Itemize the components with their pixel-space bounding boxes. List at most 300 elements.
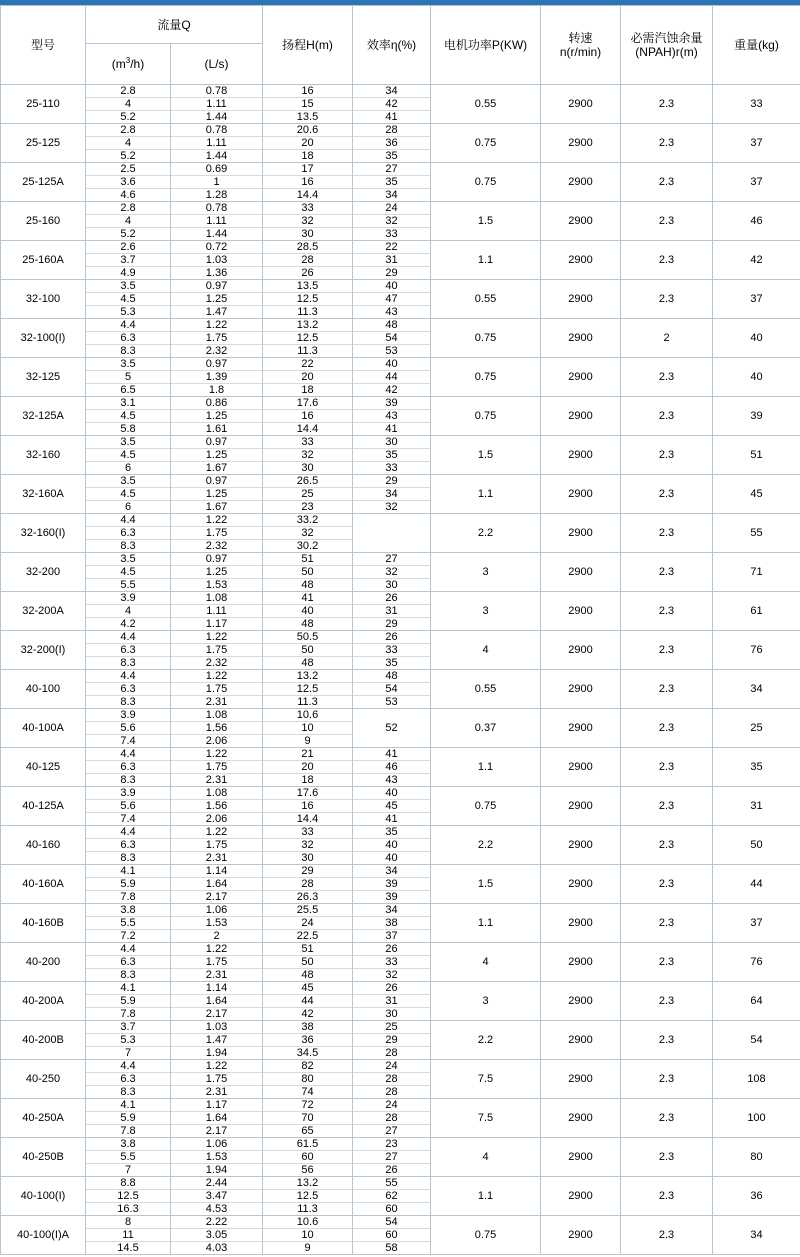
flow-m3h-cell: 4.1 (86, 865, 171, 878)
flow-m3h-cell: 14.5 (86, 1242, 171, 1255)
npsh-cell: 2.3 (621, 904, 713, 943)
power-cell: 4 (431, 631, 541, 670)
flow-ls-cell: 2.32 (171, 657, 263, 670)
flow-m3h-cell: 3.9 (86, 709, 171, 722)
power-cell: 1.1 (431, 904, 541, 943)
power-cell: 3 (431, 553, 541, 592)
flow-m3h-cell: 8 (86, 1216, 171, 1229)
flow-m3h-cell: 2.5 (86, 163, 171, 176)
flow-ls-cell: 1.44 (171, 111, 263, 124)
weight-cell: 51 (713, 436, 800, 475)
efficiency-cell: 39 (353, 891, 431, 904)
head-cell: 13.2 (263, 319, 353, 332)
power-cell: 0.55 (431, 85, 541, 124)
head-cell: 12.5 (263, 683, 353, 696)
header-npsh-line2: (NPAH)r(m) (635, 45, 698, 59)
flow-m3h-cell: 6.3 (86, 683, 171, 696)
table-row (1, 514, 800, 527)
flow-ls-cell: 1.8 (171, 384, 263, 397)
header-npsh (621, 6, 713, 85)
weight-cell: 35 (713, 748, 800, 787)
model-cell: 32-100(I) (1, 319, 86, 358)
header-npsh-line1: 必需汽蚀余量 (630, 31, 703, 45)
flow-ls-cell: 1.22 (171, 319, 263, 332)
flow-ls-cell: 1.22 (171, 670, 263, 683)
head-cell: 65 (263, 1125, 353, 1138)
flow-m3h-cell: 8.3 (86, 969, 171, 982)
speed-cell: 2900 (541, 982, 621, 1021)
weight-cell: 36 (713, 1177, 800, 1216)
speed-cell: 2900 (541, 1060, 621, 1099)
flow-ls-cell: 1.11 (171, 215, 263, 228)
head-cell: 16 (263, 85, 353, 98)
flow-ls-cell: 1.25 (171, 449, 263, 462)
npsh-cell: 2.3 (621, 85, 713, 124)
power-cell: 0.37 (431, 709, 541, 748)
flow-m3h-cell: 11 (86, 1229, 171, 1242)
table-row (1, 1060, 800, 1073)
head-cell: 14.4 (263, 813, 353, 826)
head-cell: 38 (263, 1021, 353, 1034)
weight-cell: 37 (713, 163, 800, 202)
table-row (1, 1138, 800, 1151)
power-cell: 7.5 (431, 1060, 541, 1099)
efficiency-cell: 28 (353, 1086, 431, 1099)
head-cell: 22.5 (263, 930, 353, 943)
efficiency-cell: 40 (353, 280, 431, 293)
flow-ls-cell: 1.75 (171, 761, 263, 774)
flow-ls-cell: 1.75 (171, 683, 263, 696)
table-row (1, 592, 800, 605)
table-row (1, 787, 800, 800)
flow-ls-cell: 1 (171, 176, 263, 189)
flow-ls-cell: 2.31 (171, 774, 263, 787)
flow-m3h-cell: 5.6 (86, 800, 171, 813)
efficiency-cell: 24 (353, 202, 431, 215)
power-cell: 0.75 (431, 358, 541, 397)
flow-ls-cell: 2.06 (171, 735, 263, 748)
flow-m3h-cell: 4 (86, 137, 171, 150)
efficiency-cell: 22 (353, 241, 431, 254)
head-cell: 11.3 (263, 696, 353, 709)
model-cell: 40-100A (1, 709, 86, 748)
efficiency-cell: 34 (353, 488, 431, 501)
efficiency-cell: 45 (353, 800, 431, 813)
flow-m3h-cell: 4.4 (86, 943, 171, 956)
head-cell: 32 (263, 215, 353, 228)
flow-m3h-cell: 3.9 (86, 787, 171, 800)
model-cell: 40-160 (1, 826, 86, 865)
head-cell: 32 (263, 449, 353, 462)
speed-cell: 2900 (541, 1138, 621, 1177)
weight-cell: 76 (713, 631, 800, 670)
efficiency-cell: 36 (353, 137, 431, 150)
power-cell: 0.55 (431, 280, 541, 319)
speed-cell: 2900 (541, 826, 621, 865)
power-cell: 3 (431, 982, 541, 1021)
table-row (1, 1216, 800, 1229)
table-row (1, 982, 800, 995)
header-flow: 流量Q (86, 6, 263, 44)
head-cell: 30 (263, 852, 353, 865)
head-cell: 12.5 (263, 1190, 353, 1203)
speed-cell: 2900 (541, 475, 621, 514)
efficiency-cell: 40 (353, 839, 431, 852)
flow-ls-cell: 1.94 (171, 1164, 263, 1177)
npsh-cell: 2.3 (621, 1177, 713, 1216)
flow-m3h-cell: 6.3 (86, 1073, 171, 1086)
efficiency-cell: 26 (353, 943, 431, 956)
efficiency-cell: 35 (353, 176, 431, 189)
flow-ls-cell: 2.17 (171, 1125, 263, 1138)
speed-cell: 2900 (541, 280, 621, 319)
speed-cell: 2900 (541, 124, 621, 163)
flow-m3h-cell: 5.9 (86, 995, 171, 1008)
flow-ls-cell: 1.75 (171, 956, 263, 969)
power-cell: 2.2 (431, 514, 541, 553)
head-cell: 9 (263, 1242, 353, 1255)
head-cell: 20 (263, 137, 353, 150)
head-cell: 18 (263, 384, 353, 397)
flow-ls-cell: 1.06 (171, 1138, 263, 1151)
speed-cell: 2900 (541, 241, 621, 280)
flow-ls-cell: 1.47 (171, 306, 263, 319)
table-row (1, 826, 800, 839)
head-cell: 18 (263, 150, 353, 163)
speed-cell: 2900 (541, 319, 621, 358)
npsh-cell: 2.3 (621, 592, 713, 631)
flow-ls-cell: 1.25 (171, 410, 263, 423)
flow-m3h-cell: 7 (86, 1164, 171, 1177)
flow-m3h-cell: 8.3 (86, 540, 171, 553)
efficiency-cell: 60 (353, 1229, 431, 1242)
head-cell: 50 (263, 566, 353, 579)
head-cell: 30 (263, 462, 353, 475)
flow-m3h-cell: 5 (86, 371, 171, 384)
table-row (1, 202, 800, 215)
flow-m3h-cell: 6.5 (86, 384, 171, 397)
flow-m3h-cell: 6 (86, 501, 171, 514)
head-cell: 20.6 (263, 124, 353, 137)
power-cell: 0.55 (431, 670, 541, 709)
power-cell: 1.5 (431, 436, 541, 475)
flow-m3h-cell: 4.4 (86, 826, 171, 839)
efficiency-cell: 23 (353, 1138, 431, 1151)
efficiency-cell: 62 (353, 1190, 431, 1203)
flow-ls-cell: 1.08 (171, 592, 263, 605)
head-cell: 48 (263, 579, 353, 592)
head-cell: 82 (263, 1060, 353, 1073)
head-cell: 32 (263, 527, 353, 540)
weight-cell: 64 (713, 982, 800, 1021)
model-cell: 40-100(I)A (1, 1216, 86, 1255)
flow-m3h-cell: 5.6 (86, 722, 171, 735)
weight-cell: 76 (713, 943, 800, 982)
model-cell: 32-160(I) (1, 514, 86, 553)
flow-ls-cell: 4.53 (171, 1203, 263, 1216)
efficiency-cell: 47 (353, 293, 431, 306)
flow-ls-cell: 1.14 (171, 982, 263, 995)
head-cell: 11.3 (263, 306, 353, 319)
efficiency-cell: 39 (353, 878, 431, 891)
head-cell: 48 (263, 618, 353, 631)
power-cell: 0.75 (431, 1216, 541, 1255)
flow-m3h-cell: 3.9 (86, 592, 171, 605)
head-cell: 13.2 (263, 670, 353, 683)
head-cell: 40 (263, 605, 353, 618)
flow-m3h-cell: 3.1 (86, 397, 171, 410)
power-cell: 0.75 (431, 787, 541, 826)
flow-m3h-cell: 5.2 (86, 228, 171, 241)
weight-cell: 39 (713, 397, 800, 436)
model-cell: 40-200 (1, 943, 86, 982)
header-efficiency: 效率η(%) (353, 6, 431, 85)
efficiency-cell: 24 (353, 1060, 431, 1073)
weight-cell: 45 (713, 475, 800, 514)
npsh-cell: 2.3 (621, 1138, 713, 1177)
model-cell: 40-200B (1, 1021, 86, 1060)
flow-m3h-cell: 4.4 (86, 1060, 171, 1073)
speed-cell: 2900 (541, 553, 621, 592)
table-header (1, 6, 800, 85)
model-cell: 25-160 (1, 202, 86, 241)
power-cell: 4 (431, 1138, 541, 1177)
npsh-cell: 2.3 (621, 787, 713, 826)
speed-cell: 2900 (541, 397, 621, 436)
model-cell: 25-110 (1, 85, 86, 124)
efficiency-cell: 41 (353, 111, 431, 124)
table-row (1, 319, 800, 332)
flow-ls-cell: 1.25 (171, 488, 263, 501)
flow-ls-cell: 1.44 (171, 150, 263, 163)
flow-ls-cell: 1.25 (171, 566, 263, 579)
efficiency-cell: 32 (353, 969, 431, 982)
flow-m3h-cell: 7.8 (86, 891, 171, 904)
head-cell: 33 (263, 202, 353, 215)
weight-cell: 37 (713, 280, 800, 319)
flow-m3h-cell: 6 (86, 462, 171, 475)
head-cell: 50 (263, 644, 353, 657)
flow-ls-cell: 0.69 (171, 163, 263, 176)
table-row (1, 163, 800, 176)
efficiency-cell: 26 (353, 1164, 431, 1177)
flow-m3h-cell: 5.5 (86, 579, 171, 592)
pump-table-body (1, 85, 800, 1255)
flow-ls-cell: 0.97 (171, 553, 263, 566)
weight-cell: 54 (713, 1021, 800, 1060)
efficiency-cell: 55 (353, 1177, 431, 1190)
table-row (1, 553, 800, 566)
efficiency-cell: 35 (353, 657, 431, 670)
flow-ls-cell: 1.28 (171, 189, 263, 202)
flow-ls-cell: 1.67 (171, 501, 263, 514)
model-cell: 32-100 (1, 280, 86, 319)
flow-m3h-cell: 8.8 (86, 1177, 171, 1190)
head-cell: 25.5 (263, 904, 353, 917)
flow-ls-cell: 1.53 (171, 579, 263, 592)
flow-ls-cell: 2.31 (171, 696, 263, 709)
efficiency-cell: 43 (353, 774, 431, 787)
efficiency-cell: 31 (353, 254, 431, 267)
efficiency-cell: 34 (353, 865, 431, 878)
header-power: 电机功率P(KW) (431, 6, 541, 85)
head-cell: 50.5 (263, 631, 353, 644)
head-cell: 25 (263, 488, 353, 501)
flow-ls-cell: 1.61 (171, 423, 263, 436)
table-row (1, 709, 800, 722)
header-weight: 重量(kg) (713, 6, 800, 85)
flow-ls-cell: 2 (171, 930, 263, 943)
flow-m3h-cell: 6.3 (86, 761, 171, 774)
power-cell: 0.75 (431, 319, 541, 358)
head-cell: 10.6 (263, 709, 353, 722)
model-cell: 40-100(I) (1, 1177, 86, 1216)
efficiency-cell: 48 (353, 670, 431, 683)
speed-cell: 2900 (541, 631, 621, 670)
head-cell: 20 (263, 761, 353, 774)
head-cell: 17.6 (263, 787, 353, 800)
head-cell: 13.2 (263, 1177, 353, 1190)
weight-cell: 46 (713, 202, 800, 241)
efficiency-cell: 27 (353, 1151, 431, 1164)
efficiency-cell: 29 (353, 475, 431, 488)
head-cell: 70 (263, 1112, 353, 1125)
weight-cell: 44 (713, 865, 800, 904)
efficiency-cell: 42 (353, 384, 431, 397)
weight-cell: 100 (713, 1099, 800, 1138)
speed-cell: 2900 (541, 592, 621, 631)
model-cell: 40-250A (1, 1099, 86, 1138)
flow-ls-cell: 1.03 (171, 1021, 263, 1034)
flow-ls-cell: 0.97 (171, 436, 263, 449)
head-cell: 80 (263, 1073, 353, 1086)
flow-m3h-cell: 3.5 (86, 280, 171, 293)
model-cell: 40-160A (1, 865, 86, 904)
head-cell: 32 (263, 839, 353, 852)
flow-ls-cell: 0.78 (171, 202, 263, 215)
model-cell: 40-200A (1, 982, 86, 1021)
flow-ls-cell: 2.17 (171, 891, 263, 904)
npsh-cell: 2.3 (621, 202, 713, 241)
flow-m3h-cell: 4.5 (86, 488, 171, 501)
table-row (1, 943, 800, 956)
efficiency-cell: 54 (353, 1216, 431, 1229)
head-cell: 10.6 (263, 1216, 353, 1229)
table-row (1, 397, 800, 410)
efficiency-cell: 53 (353, 345, 431, 358)
flow-ls-cell: 1.94 (171, 1047, 263, 1060)
weight-cell: 71 (713, 553, 800, 592)
efficiency-cell: 34 (353, 85, 431, 98)
head-cell: 24 (263, 917, 353, 930)
weight-cell: 33 (713, 85, 800, 124)
table-row (1, 748, 800, 761)
efficiency-cell (353, 514, 431, 553)
npsh-cell: 2.3 (621, 1216, 713, 1255)
flow-m3h-cell: 4.2 (86, 618, 171, 631)
flow-ls-cell: 1.03 (171, 254, 263, 267)
efficiency-cell: 35 (353, 826, 431, 839)
head-cell: 13.5 (263, 280, 353, 293)
header-flow-m3h: $(m^3/h)$ (86, 44, 171, 85)
efficiency-cell: 28 (353, 1073, 431, 1086)
efficiency-cell: 41 (353, 748, 431, 761)
header-speed (541, 6, 621, 85)
head-cell: 14.4 (263, 189, 353, 202)
flow-ls-cell: 1.22 (171, 631, 263, 644)
speed-cell: 2900 (541, 709, 621, 748)
power-cell: 1.5 (431, 865, 541, 904)
efficiency-cell: 27 (353, 1125, 431, 1138)
flow-ls-cell: 1.64 (171, 995, 263, 1008)
flow-ls-cell: 1.56 (171, 800, 263, 813)
table-row (1, 475, 800, 488)
head-cell: 11.3 (263, 345, 353, 358)
flow-m3h-cell: 4.4 (86, 319, 171, 332)
head-cell: 17.6 (263, 397, 353, 410)
flow-ls-cell: 0.78 (171, 85, 263, 98)
head-cell: 34.5 (263, 1047, 353, 1060)
efficiency-cell: 29 (353, 1034, 431, 1047)
model-cell: 40-250 (1, 1060, 86, 1099)
efficiency-cell: 33 (353, 644, 431, 657)
efficiency-cell: 31 (353, 995, 431, 1008)
model-cell: 25-125 (1, 124, 86, 163)
flow-m3h-cell: 5.3 (86, 1034, 171, 1047)
npsh-cell: 2.3 (621, 982, 713, 1021)
flow-ls-cell: 0.97 (171, 280, 263, 293)
head-cell: 60 (263, 1151, 353, 1164)
head-cell: 33 (263, 826, 353, 839)
flow-ls-cell: 1.22 (171, 943, 263, 956)
flow-m3h-cell: 3.5 (86, 358, 171, 371)
head-cell: 56 (263, 1164, 353, 1177)
flow-ls-cell: 1.08 (171, 787, 263, 800)
flow-ls-cell: 4.03 (171, 1242, 263, 1255)
model-cell: 32-200 (1, 553, 86, 592)
efficiency-cell: 33 (353, 956, 431, 969)
head-cell: 26.3 (263, 891, 353, 904)
efficiency-cell: 40 (353, 787, 431, 800)
efficiency-cell: 33 (353, 462, 431, 475)
efficiency-cell: 25 (353, 1021, 431, 1034)
speed-cell: 2900 (541, 943, 621, 982)
flow-m3h-cell: 16.3 (86, 1203, 171, 1216)
head-cell: 20 (263, 371, 353, 384)
speed-cell: 2900 (541, 163, 621, 202)
power-cell: 1.1 (431, 241, 541, 280)
flow-ls-cell: 1.08 (171, 709, 263, 722)
head-cell: 33 (263, 436, 353, 449)
model-cell: 32-160 (1, 436, 86, 475)
table-row (1, 1021, 800, 1034)
power-cell: 4 (431, 943, 541, 982)
table-row (1, 358, 800, 371)
efficiency-cell: 29 (353, 267, 431, 280)
head-cell: 21 (263, 748, 353, 761)
head-cell: 45 (263, 982, 353, 995)
header-model: 型号 (1, 6, 86, 85)
efficiency-cell: 34 (353, 904, 431, 917)
model-cell: 32-125A (1, 397, 86, 436)
npsh-cell: 2.3 (621, 514, 713, 553)
flow-ls-cell: 1.11 (171, 98, 263, 111)
npsh-cell: 2.3 (621, 631, 713, 670)
flow-m3h-cell: 7.4 (86, 735, 171, 748)
speed-cell: 2900 (541, 514, 621, 553)
flow-m3h-cell: 8.3 (86, 774, 171, 787)
head-cell: 16 (263, 800, 353, 813)
